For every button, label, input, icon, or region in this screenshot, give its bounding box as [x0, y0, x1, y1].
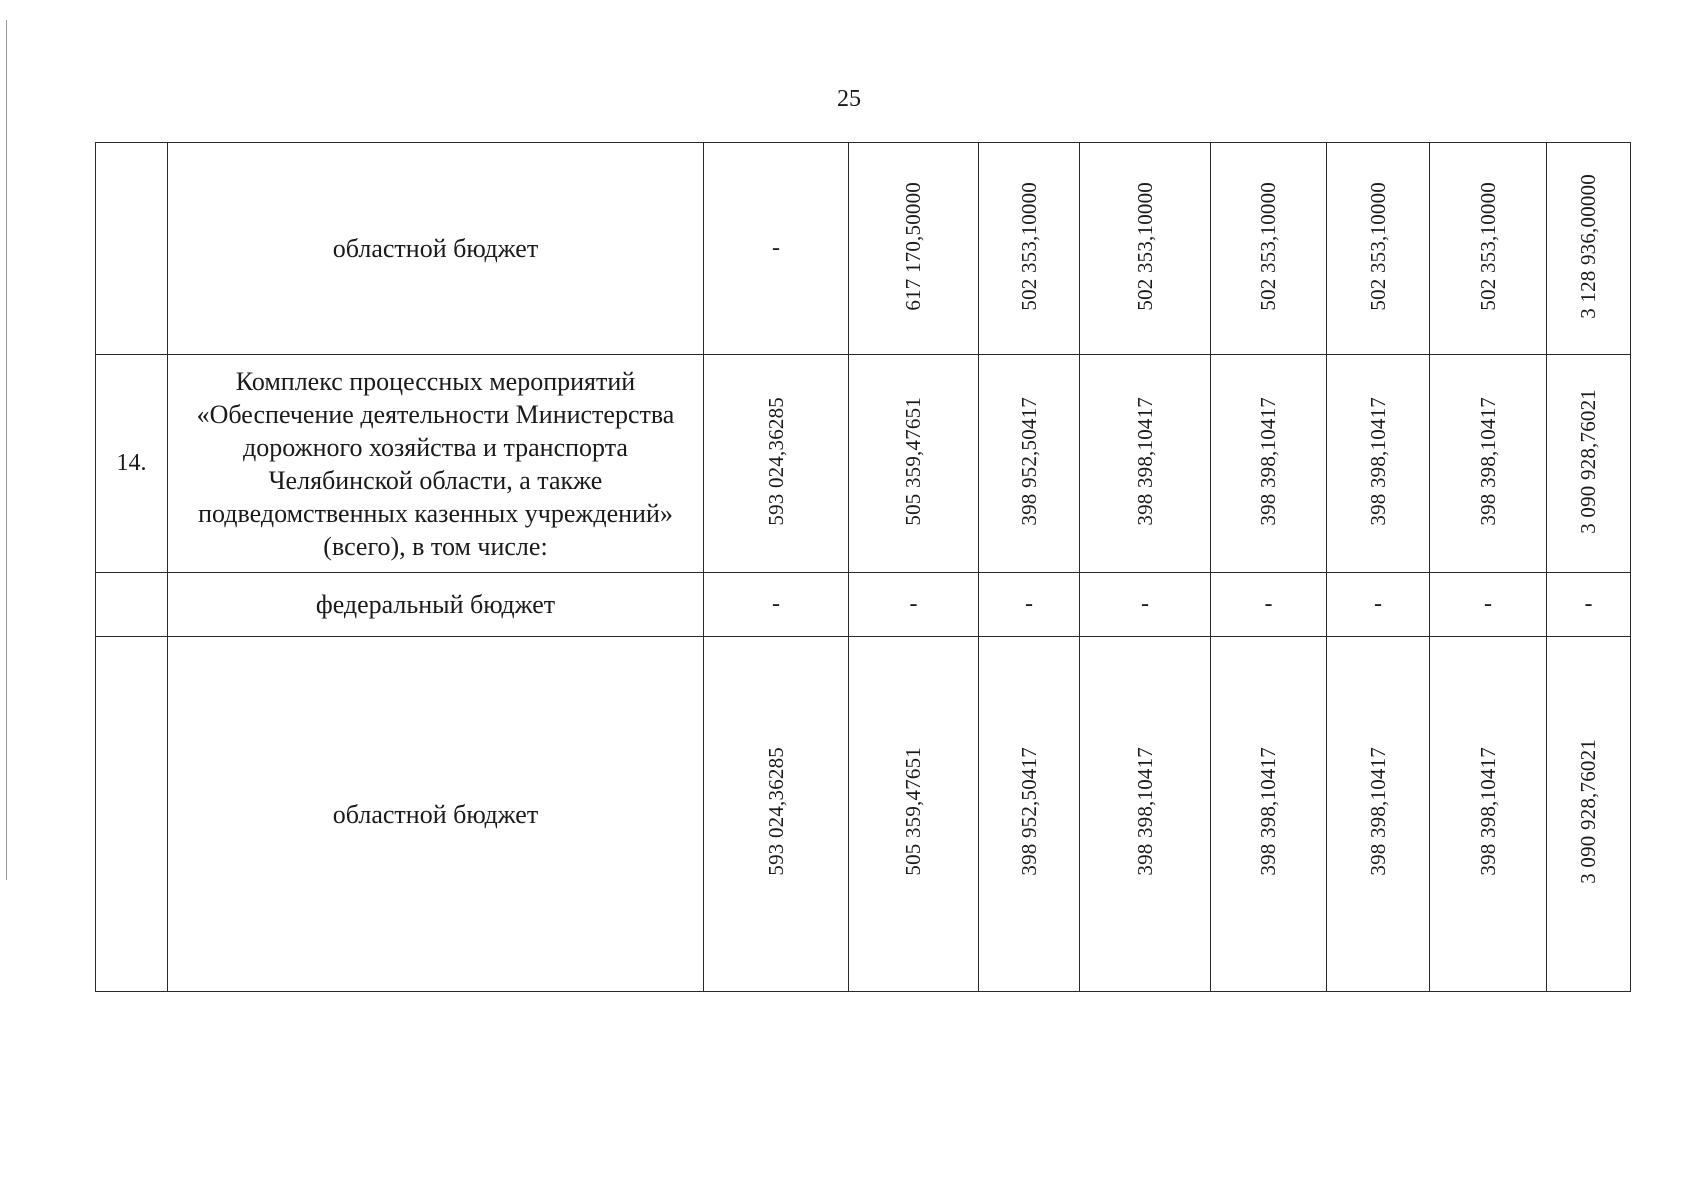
value-cell: [849, 637, 979, 992]
value-text: 593 024,36285: [763, 747, 788, 876]
value-text: 398 952,50417: [1016, 396, 1041, 526]
value-text: 3 090 928,76021: [1576, 739, 1600, 884]
value-cell: [849, 143, 979, 355]
value-cell: [1211, 637, 1327, 992]
value-cell: [1211, 355, 1327, 573]
value-cell: [1080, 355, 1211, 573]
value-cell: [1080, 637, 1211, 992]
table-row: [96, 355, 1631, 573]
value-text: 398 398,10417: [1475, 396, 1500, 526]
value-cell: [1430, 637, 1547, 992]
value-cell: [1547, 143, 1631, 355]
value-cell: -: [849, 573, 979, 637]
value-text: 398 398,10417: [1365, 396, 1390, 526]
value-text: 398 398,10417: [1256, 747, 1280, 876]
page-number: 25: [837, 86, 861, 112]
value-cell: [1430, 355, 1547, 573]
value-cell: -: [1547, 573, 1631, 637]
value-text: 505 359,47651: [901, 396, 925, 526]
value-cell: -: [1327, 573, 1430, 637]
value-text: 502 353,10000: [1016, 181, 1041, 311]
row-number-cell: [96, 637, 168, 992]
budget-table: [95, 142, 1631, 992]
value-text: 398 398,10417: [1132, 396, 1157, 526]
value-text: 3 128 936,00000: [1576, 173, 1600, 319]
table-row: [96, 573, 1631, 637]
scan-edge-line: [6, 20, 7, 880]
value-text: 398 398,10417: [1475, 747, 1500, 876]
value-cell: -: [1211, 573, 1327, 637]
value-text: 502 353,10000: [1256, 181, 1280, 311]
value-cell: [1327, 355, 1430, 573]
row-number-cell: [96, 143, 168, 355]
row-number-cell: [96, 573, 168, 637]
value-cell: [1211, 143, 1327, 355]
value-cell: [979, 355, 1080, 573]
value-text: 3 090 928,76021: [1576, 388, 1600, 534]
value-cell: [1547, 355, 1631, 573]
value-cell: -: [979, 573, 1080, 637]
value-text: 617 170,50000: [901, 181, 925, 311]
value-cell: [704, 637, 849, 992]
value-cell: [704, 355, 849, 573]
value-text: 398 398,10417: [1132, 747, 1157, 876]
value-cell: -: [704, 143, 849, 355]
value-cell: [979, 637, 1080, 992]
value-text: 398 398,10417: [1365, 747, 1390, 876]
value-text: 593 024,36285: [763, 396, 788, 526]
value-cell: -: [1430, 573, 1547, 637]
row-description-cell: областной бюджет: [168, 637, 704, 992]
value-text: 398 398,10417: [1256, 396, 1280, 526]
value-text: 398 952,50417: [1016, 747, 1041, 876]
value-cell: [979, 143, 1080, 355]
value-cell: -: [1080, 573, 1211, 637]
row-description-cell: Комплекс процессных мероприятий «Обеспечение деятельности Министерства дорожного хозяйства и транспорта Челябинской области, а также подведомственных казенных учреждений» (всего), в том числе:: [168, 355, 704, 573]
table-row: [96, 637, 1631, 992]
row-description-cell: федеральный бюджет: [168, 573, 704, 637]
value-cell: [849, 355, 979, 573]
value-cell: [1430, 143, 1547, 355]
value-text: 505 359,47651: [901, 747, 925, 876]
value-text: 502 353,10000: [1132, 181, 1157, 311]
table-row: [96, 143, 1631, 355]
value-text: 502 353,10000: [1475, 181, 1500, 311]
value-text: 502 353,10000: [1365, 181, 1390, 311]
value-cell: -: [704, 573, 849, 637]
row-number-cell: 14.: [96, 355, 168, 573]
row-description-cell: областной бюджет: [168, 143, 704, 355]
value-cell: [1327, 143, 1430, 355]
value-cell: [1547, 637, 1631, 992]
value-cell: [1327, 637, 1430, 992]
value-cell: [1080, 143, 1211, 355]
